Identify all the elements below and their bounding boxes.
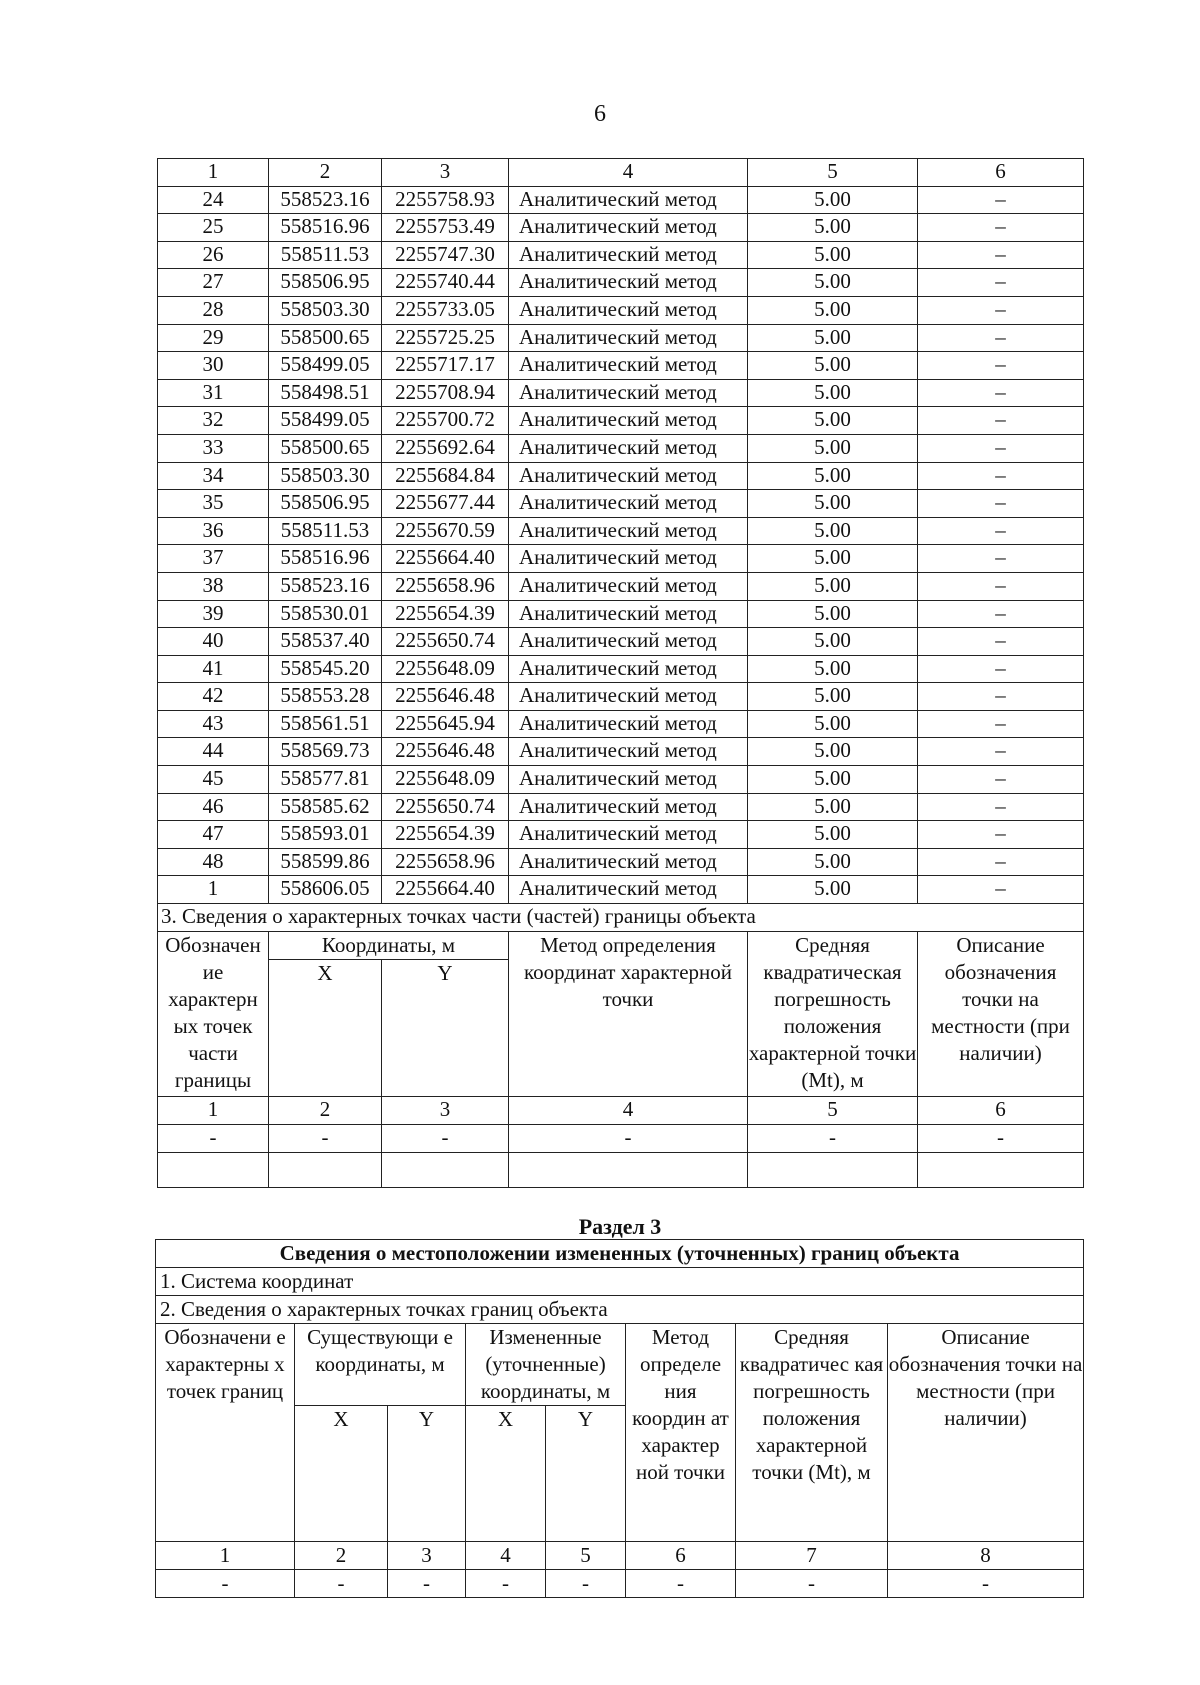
method-cell: Аналитический метод (509, 490, 748, 518)
table-row (158, 214, 1084, 242)
part-dash-row (158, 1124, 1084, 1152)
error-cell: 5.00 (748, 186, 918, 214)
table-row (158, 296, 1084, 324)
section-title-row (156, 1240, 1084, 1268)
x-coordinate-cell: 558516.96 (269, 214, 382, 242)
error-header: Средняя квадратическая погрешность положения характерной точки (Mt), м (748, 931, 918, 1096)
x-coordinate-cell: 558599.86 (269, 848, 382, 876)
error-cell: 5.00 (748, 407, 918, 435)
coordinate-system-label: 1. Система координат (156, 1268, 1084, 1296)
x-coordinate-cell: 558523.16 (269, 572, 382, 600)
x-coordinate-cell: 558500.65 (269, 434, 382, 462)
column-number-cell: 7 (736, 1542, 888, 1570)
x-coordinate-cell: 558498.51 (269, 379, 382, 407)
subsection-title-row (158, 904, 1084, 932)
description-cell: – (918, 821, 1084, 849)
y-coordinate-cell: 2255650.74 (382, 628, 509, 656)
point-number-cell: 47 (158, 821, 269, 849)
y-header: Y (388, 1406, 466, 1542)
description-cell: – (918, 683, 1084, 711)
error-cell: 5.00 (748, 600, 918, 628)
x-coordinate-cell: 558561.51 (269, 710, 382, 738)
x-header: X (295, 1406, 388, 1542)
method-cell: Аналитический метод (509, 214, 748, 242)
column-number-cell: 8 (888, 1542, 1084, 1570)
table-row (158, 324, 1084, 352)
table-row (158, 793, 1084, 821)
point-number-cell: 25 (158, 214, 269, 242)
error-cell: 5.00 (748, 710, 918, 738)
x-coordinate-cell: 558606.05 (269, 876, 382, 904)
description-cell: – (918, 214, 1084, 242)
point-number-cell: 44 (158, 738, 269, 766)
point-number-cell: 35 (158, 490, 269, 518)
point-number-cell: 30 (158, 352, 269, 380)
y-coordinate-cell: 2255654.39 (382, 600, 509, 628)
point-number-cell: 26 (158, 241, 269, 269)
method-cell: Аналитический метод (509, 241, 748, 269)
point-number-cell: 1 (158, 876, 269, 904)
description-header: Описание обозначения точки на местности (при наличии) (888, 1324, 1084, 1542)
description-cell: – (918, 352, 1084, 380)
table-row (158, 710, 1084, 738)
description-cell: – (918, 462, 1084, 490)
x-coordinate-cell: 558499.05 (269, 407, 382, 435)
description-cell: – (918, 545, 1084, 573)
y-coordinate-cell: 2255717.17 (382, 352, 509, 380)
table-row (158, 655, 1084, 683)
coordinates-header: Координаты, м (269, 931, 509, 959)
description-cell: – (918, 241, 1084, 269)
empty-cell (158, 1152, 269, 1187)
y-coordinate-cell: 2255725.25 (382, 324, 509, 352)
description-cell: – (918, 186, 1084, 214)
table-row (158, 876, 1084, 904)
error-cell: 5.00 (748, 517, 918, 545)
coordinate-system-row (156, 1268, 1084, 1296)
part-column-number-row (158, 1096, 1084, 1124)
point-number-cell: 38 (158, 572, 269, 600)
point-number-cell: 34 (158, 462, 269, 490)
error-cell: 5.00 (748, 683, 918, 711)
method-cell: Аналитический метод (509, 462, 748, 490)
x-coordinate-cell: 558553.28 (269, 683, 382, 711)
description-cell: – (918, 793, 1084, 821)
column-number-cell: 2 (269, 159, 382, 187)
point-number-cell: 46 (158, 793, 269, 821)
description-cell: – (918, 269, 1084, 297)
point-number-cell: 24 (158, 186, 269, 214)
x-coordinate-cell: 558537.40 (269, 628, 382, 656)
dash-cell: - (466, 1570, 546, 1598)
x-coordinate-cell: 558593.01 (269, 821, 382, 849)
error-cell: 5.00 (748, 490, 918, 518)
table-row (158, 628, 1084, 656)
method-cell: Аналитический метод (509, 324, 748, 352)
method-cell: Аналитический метод (509, 269, 748, 297)
x-header: X (269, 959, 382, 1096)
method-cell: Аналитический метод (509, 766, 748, 794)
x-coordinate-cell: 558506.95 (269, 490, 382, 518)
description-cell: – (918, 848, 1084, 876)
method-cell: Аналитический метод (509, 572, 748, 600)
empty-cell (748, 1152, 918, 1187)
dash-cell: - (388, 1570, 466, 1598)
column-number-cell: 5 (748, 159, 918, 187)
column-number-cell: 1 (158, 1096, 269, 1124)
y-coordinate-cell: 2255658.96 (382, 572, 509, 600)
designation-header: Обозначен ие характерн ых точек части границы (158, 931, 269, 1096)
method-cell: Аналитический метод (509, 876, 748, 904)
point-number-cell: 39 (158, 600, 269, 628)
x-coordinate-cell: 558516.96 (269, 545, 382, 573)
column-number-cell: 1 (158, 159, 269, 187)
x-coordinate-cell: 558506.95 (269, 269, 382, 297)
y-coordinate-cell: 2255670.59 (382, 517, 509, 545)
y-coordinate-cell: 2255645.94 (382, 710, 509, 738)
x-coordinate-cell: 558530.01 (269, 600, 382, 628)
table-row (158, 186, 1084, 214)
table-row (158, 490, 1084, 518)
method-cell: Аналитический метод (509, 848, 748, 876)
error-cell: 5.00 (748, 572, 918, 600)
x-coordinate-cell: 558503.30 (269, 296, 382, 324)
description-cell: – (918, 876, 1084, 904)
table-row (158, 352, 1084, 380)
description-header: Описание обозначения точки на местности (при наличии) (918, 931, 1084, 1096)
table-row (158, 379, 1084, 407)
dash-cell: - (736, 1570, 888, 1598)
header-row (156, 1324, 1084, 1406)
column-number-cell: 5 (748, 1096, 918, 1124)
empty-cell (382, 1152, 509, 1187)
error-cell: 5.00 (748, 876, 918, 904)
description-cell: – (918, 655, 1084, 683)
y-coordinate-cell: 2255648.09 (382, 766, 509, 794)
x-coordinate-cell: 558545.20 (269, 655, 382, 683)
changed-coordinates-header: Измененные (уточненные) координаты, м (466, 1324, 626, 1406)
method-cell: Аналитический метод (509, 600, 748, 628)
dash-cell: - (382, 1124, 509, 1152)
dash-cell: - (918, 1124, 1084, 1152)
error-cell: 5.00 (748, 324, 918, 352)
x-header: X (466, 1406, 546, 1542)
point-number-cell: 41 (158, 655, 269, 683)
y-coordinate-cell: 2255650.74 (382, 793, 509, 821)
error-header: Средняя квадратичес кая погрешность положения характерной точки (Mt), м (736, 1324, 888, 1542)
error-cell: 5.00 (748, 793, 918, 821)
column-number-cell: 2 (295, 1542, 388, 1570)
point-number-cell: 27 (158, 269, 269, 297)
y-coordinate-cell: 2255740.44 (382, 269, 509, 297)
point-number-cell: 43 (158, 710, 269, 738)
description-cell: – (918, 407, 1084, 435)
y-coordinate-cell: 2255753.49 (382, 214, 509, 242)
y-coordinate-cell: 2255758.93 (382, 186, 509, 214)
column-number-cell: 4 (466, 1542, 546, 1570)
y-coordinate-cell: 2255684.84 (382, 462, 509, 490)
table-row (158, 545, 1084, 573)
y-coordinate-cell: 2255654.39 (382, 821, 509, 849)
column-number-row (158, 159, 1084, 187)
table-row (158, 407, 1084, 435)
dash-cell: - (888, 1570, 1084, 1598)
error-cell: 5.00 (748, 848, 918, 876)
y-coordinate-cell: 2255747.30 (382, 241, 509, 269)
method-cell: Аналитический метод (509, 793, 748, 821)
column-number-row (156, 1542, 1084, 1570)
empty-cell (918, 1152, 1084, 1187)
y-header: Y (546, 1406, 626, 1542)
description-cell: – (918, 766, 1084, 794)
description-cell: – (918, 738, 1084, 766)
subsection-3-title: 3. Сведения о характерных точках части (частей) границы объекта (158, 904, 1084, 932)
description-cell: – (918, 434, 1084, 462)
x-coordinate-cell: 558500.65 (269, 324, 382, 352)
empty-cell (509, 1152, 748, 1187)
part-header-row (158, 931, 1084, 959)
error-cell: 5.00 (748, 738, 918, 766)
method-cell: Аналитический метод (509, 186, 748, 214)
x-coordinate-cell: 558511.53 (269, 517, 382, 545)
existing-coordinates-header: Существующи е координаты, м (295, 1324, 466, 1406)
description-cell: – (918, 379, 1084, 407)
table-row (158, 766, 1084, 794)
point-number-cell: 33 (158, 434, 269, 462)
column-number-cell: 4 (509, 1096, 748, 1124)
table-row (158, 241, 1084, 269)
column-number-cell: 2 (269, 1096, 382, 1124)
method-cell: Аналитический метод (509, 434, 748, 462)
column-number-cell: 1 (156, 1542, 295, 1570)
error-cell: 5.00 (748, 766, 918, 794)
table-row (158, 269, 1084, 297)
dash-cell: - (509, 1124, 748, 1152)
point-number-cell: 29 (158, 324, 269, 352)
y-coordinate-cell: 2255733.05 (382, 296, 509, 324)
point-number-cell: 31 (158, 379, 269, 407)
error-cell: 5.00 (748, 434, 918, 462)
table-row (158, 572, 1084, 600)
table-row (158, 600, 1084, 628)
description-cell: – (918, 490, 1084, 518)
dash-cell: - (156, 1570, 295, 1598)
method-cell: Аналитический метод (509, 628, 748, 656)
point-number-cell: 40 (158, 628, 269, 656)
method-cell: Аналитический метод (509, 352, 748, 380)
point-number-cell: 37 (158, 545, 269, 573)
point-number-cell: 42 (158, 683, 269, 711)
x-coordinate-cell: 558499.05 (269, 352, 382, 380)
method-cell: Аналитический метод (509, 683, 748, 711)
x-coordinate-cell: 558523.16 (269, 186, 382, 214)
method-cell: Аналитический метод (509, 379, 748, 407)
dash-cell: - (158, 1124, 269, 1152)
description-cell: – (918, 517, 1084, 545)
point-number-cell: 28 (158, 296, 269, 324)
section-3-title: Сведения о местоположении измененных (уточненных) границ объекта (156, 1240, 1084, 1268)
column-number-cell: 6 (918, 1096, 1084, 1124)
description-cell: – (918, 324, 1084, 352)
method-cell: Аналитический метод (509, 545, 748, 573)
characteristic-points-label: 2. Сведения о характерных точках границ объекта (156, 1296, 1084, 1324)
table-row (158, 683, 1084, 711)
y-coordinate-cell: 2255692.64 (382, 434, 509, 462)
dash-row (156, 1570, 1084, 1598)
page-number: 6 (594, 101, 606, 127)
error-cell: 5.00 (748, 821, 918, 849)
empty-cell (269, 1152, 382, 1187)
error-cell: 5.00 (748, 462, 918, 490)
description-cell: – (918, 628, 1084, 656)
point-number-cell: 36 (158, 517, 269, 545)
y-coordinate-cell: 2255648.09 (382, 655, 509, 683)
table-row (158, 462, 1084, 490)
column-number-cell: 6 (918, 159, 1084, 187)
section-heading: Раздел 3 (578, 1214, 662, 1239)
method-cell: Аналитический метод (509, 517, 748, 545)
method-header: Метод определе ния координ ат характер ной точки (626, 1324, 736, 1542)
description-cell: – (918, 572, 1084, 600)
method-cell: Аналитический метод (509, 407, 748, 435)
method-cell: Аналитический метод (509, 821, 748, 849)
column-number-cell: 4 (509, 159, 748, 187)
table-row (158, 517, 1084, 545)
y-coordinate-cell: 2255664.40 (382, 545, 509, 573)
table-row (158, 738, 1084, 766)
y-coordinate-cell: 2255700.72 (382, 407, 509, 435)
error-cell: 5.00 (748, 352, 918, 380)
method-cell: Аналитический метод (509, 738, 748, 766)
description-cell: – (918, 296, 1084, 324)
column-number-cell: 6 (626, 1542, 736, 1570)
error-cell: 5.00 (748, 269, 918, 297)
error-cell: 5.00 (748, 241, 918, 269)
column-number-cell: 3 (382, 159, 509, 187)
method-cell: Аналитический метод (509, 710, 748, 738)
section-3-table (155, 1239, 1084, 1598)
y-coordinate-cell: 2255708.94 (382, 379, 509, 407)
error-cell: 5.00 (748, 379, 918, 407)
dash-cell: - (626, 1570, 736, 1598)
dash-cell: - (269, 1124, 382, 1152)
point-number-cell: 48 (158, 848, 269, 876)
error-cell: 5.00 (748, 296, 918, 324)
dash-cell: - (546, 1570, 626, 1598)
y-coordinate-cell: 2255658.96 (382, 848, 509, 876)
x-coordinate-cell: 558577.81 (269, 766, 382, 794)
point-number-cell: 45 (158, 766, 269, 794)
table-row (158, 434, 1084, 462)
column-number-cell: 3 (382, 1096, 509, 1124)
designation-header: Обозначени е характерны х точек границ (156, 1324, 295, 1542)
method-cell: Аналитический метод (509, 655, 748, 683)
y-coordinate-cell: 2255646.48 (382, 683, 509, 711)
error-cell: 5.00 (748, 628, 918, 656)
y-coordinate-cell: 2255664.40 (382, 876, 509, 904)
dash-cell: - (295, 1570, 388, 1598)
y-coordinate-cell: 2255646.48 (382, 738, 509, 766)
table-row (158, 848, 1084, 876)
characteristic-points-table (157, 158, 1084, 1188)
x-coordinate-cell: 558511.53 (269, 241, 382, 269)
method-cell: Аналитический метод (509, 296, 748, 324)
column-number-cell: 5 (546, 1542, 626, 1570)
x-coordinate-cell: 558569.73 (269, 738, 382, 766)
y-header: Y (382, 959, 509, 1096)
column-number-cell: 3 (388, 1542, 466, 1570)
description-cell: – (918, 710, 1084, 738)
method-header: Метод определения координат характерной точки (509, 931, 748, 1096)
error-cell: 5.00 (748, 655, 918, 683)
empty-row (158, 1152, 1084, 1187)
description-cell: – (918, 600, 1084, 628)
x-coordinate-cell: 558585.62 (269, 793, 382, 821)
error-cell: 5.00 (748, 214, 918, 242)
x-coordinate-cell: 558503.30 (269, 462, 382, 490)
table-row (158, 821, 1084, 849)
error-cell: 5.00 (748, 545, 918, 573)
y-coordinate-cell: 2255677.44 (382, 490, 509, 518)
point-number-cell: 32 (158, 407, 269, 435)
characteristic-points-row (156, 1296, 1084, 1324)
dash-cell: - (748, 1124, 918, 1152)
